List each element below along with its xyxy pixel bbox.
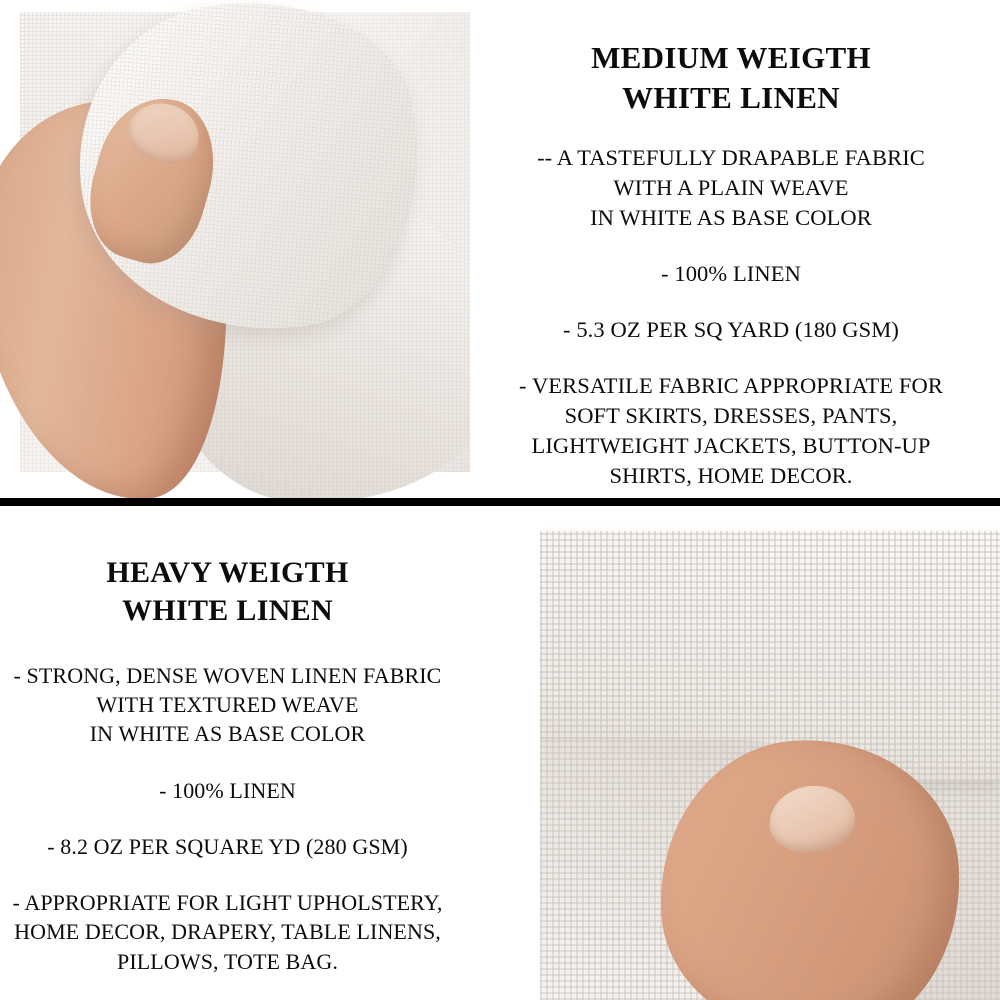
photo-medium-weight-linen	[0, 0, 470, 498]
uses-line-4: SHIRTS, HOME DECOR.	[609, 462, 853, 488]
panel-divider	[0, 498, 1000, 506]
uses-line-2: HOME DECOR, DRAPERY, TABLE LINENS,	[14, 919, 441, 945]
composition-line-1: - 100% LINEN	[661, 261, 801, 287]
heading-line-1: HEAVY WEIGTH	[106, 556, 349, 589]
heading-heavy-weight	[10, 554, 445, 631]
fabric-swatch-heavy-image	[540, 531, 1000, 1000]
composition-line-1: - 100% LINEN	[159, 777, 296, 803]
description-line-3: IN WHITE AS BASE COLOR	[590, 205, 872, 231]
uses-line-1: - APPROPRIATE FOR LIGHT UPHOLSTERY,	[12, 890, 443, 916]
weight-line-1: - 5.3 OZ PER SQ YARD (180 GSM)	[563, 317, 899, 343]
paragraph-uses-heavy	[10, 888, 445, 976]
text-medium-weight	[470, 0, 1000, 498]
description-line-3: IN WHITE AS BASE COLOR	[89, 721, 366, 747]
paragraph-description-heavy	[10, 661, 445, 749]
heading-line-2: WHITE LINEN	[122, 594, 333, 628]
uses-line-3: PILLOWS, TOTE BAG.	[117, 948, 338, 974]
weight-line-1: - 8.2 OZ PER SQUARE YD (280 GSM)	[47, 833, 408, 859]
uses-line-3: LIGHTWEIGHT JACKETS, BUTTON-UP	[531, 432, 931, 458]
heading-medium-weight	[480, 38, 982, 117]
panel-heavy-weight	[0, 506, 1000, 1000]
photo-heavy-weight-linen	[540, 506, 1000, 1000]
paragraph-weight-heavy	[10, 832, 445, 861]
fabric-swatch-medium-image	[20, 12, 470, 472]
description-line-1: -- A TASTEFULLY DRAPABLE FABRIC	[537, 145, 925, 171]
description-line-2: WITH A PLAIN WEAVE	[613, 175, 849, 201]
heading-line-1: MEDIUM WEIGTH	[591, 40, 871, 75]
uses-line-2: SOFT SKIRTS, DRESSES, PANTS,	[564, 402, 898, 428]
paragraph-composition-heavy	[10, 776, 445, 805]
text-heavy-weight	[0, 506, 455, 1000]
uses-line-1: - VERSATILE FABRIC APPROPRIATE FOR	[519, 372, 943, 398]
paragraph-uses-medium	[480, 371, 982, 491]
description-line-2: WITH TEXTURED WEAVE	[96, 692, 359, 718]
paragraph-weight-medium	[480, 315, 982, 345]
panel-medium-weight	[0, 0, 1000, 498]
heading-line-2: WHITE LINEN	[622, 79, 840, 115]
paragraph-description-medium	[480, 143, 982, 233]
paragraph-composition-medium	[480, 259, 982, 289]
description-line-1: - STRONG, DENSE WOVEN LINEN FABRIC	[13, 662, 442, 688]
